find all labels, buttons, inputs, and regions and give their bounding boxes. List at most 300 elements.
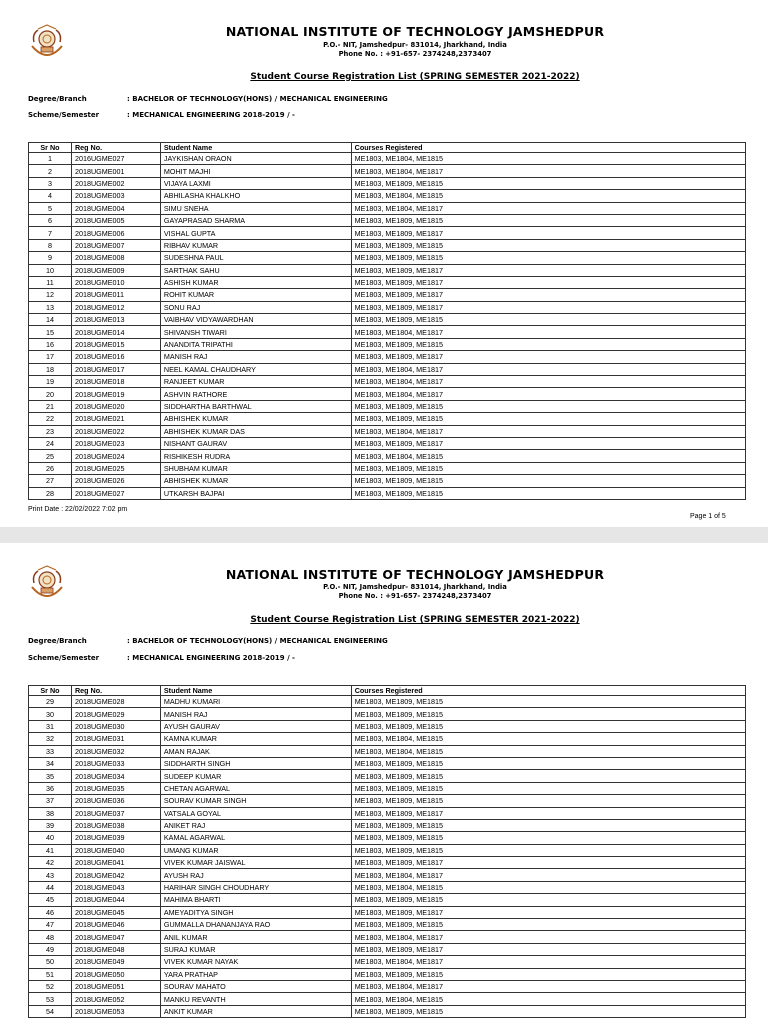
courses-cell: ME1803, ME1809, ME1817 — [351, 906, 745, 918]
courses-cell: ME1803, ME1809, ME1815 — [351, 338, 745, 350]
courses-cell: ME1803, ME1804, ME1815 — [351, 190, 745, 202]
courses-cell: ME1803, ME1809, ME1817 — [351, 351, 745, 363]
table-row — [29, 844, 746, 856]
student-name-cell: ASHISH KUMAR — [160, 276, 351, 288]
student-name-cell: SIDDHARTH SINGH — [160, 757, 351, 769]
document-page-2 — [0, 543, 768, 1024]
sr-no-cell: 12 — [29, 289, 72, 301]
sr-no-cell: 19 — [29, 376, 72, 388]
table-header-row — [29, 143, 746, 153]
student-name-cell: ABHISHEK KUMAR DAS — [160, 425, 351, 437]
reg-no-cell: 2018UGME042 — [71, 869, 160, 881]
reg-no-cell: 2018UGME032 — [71, 745, 160, 757]
reg-no-cell: 2018UGME044 — [71, 894, 160, 906]
student-name-cell: AMEYADITYA SINGH — [160, 906, 351, 918]
student-name-cell: AMAN RAJAK — [160, 745, 351, 757]
degree-value: : BACHELOR OF TECHNOLOGY(HONS) / MECHANICAL ENGINEERING — [127, 95, 388, 103]
courses-cell: ME1803, ME1809, ME1815 — [351, 832, 745, 844]
sr-no-cell: 22 — [29, 413, 72, 425]
column-header-student-name: Student Name — [160, 143, 351, 153]
institute-address: P.O.- NIT, Jamshedpur- 831014, Jharkhand, India — [323, 583, 507, 591]
courses-cell: ME1803, ME1809, ME1815 — [351, 894, 745, 906]
column-header-student-name: Student Name — [160, 686, 351, 696]
table-row — [29, 931, 746, 943]
institute-phone: Phone No. : +91-657- 2374248,2373407 — [338, 592, 492, 600]
student-name-cell: SUDEEP KUMAR — [160, 770, 351, 782]
sr-no-cell: 32 — [29, 733, 72, 745]
student-name-cell: MOHIT MAJHI — [160, 165, 351, 177]
sr-no-cell: 3 — [29, 177, 72, 189]
table-row — [29, 980, 746, 992]
table-row — [29, 956, 746, 968]
scheme-value: : MECHANICAL ENGINEERING 2018-2019 / - — [127, 654, 295, 662]
student-name-cell: RISHIKESH RUDRA — [160, 450, 351, 462]
reg-no-cell: 2018UGME017 — [71, 363, 160, 375]
reg-no-cell: 2018UGME006 — [71, 227, 160, 239]
degree-value: : BACHELOR OF TECHNOLOGY(HONS) / MECHANICAL ENGINEERING — [127, 637, 388, 645]
sr-no-cell: 44 — [29, 881, 72, 893]
table-row — [29, 943, 746, 955]
sr-no-cell: 17 — [29, 351, 72, 363]
courses-cell: ME1803, ME1809, ME1815 — [351, 919, 745, 931]
student-name-cell: MAHIMA BHARTI — [160, 894, 351, 906]
student-name-cell: HARIHAR SINGH CHOUDHARY — [160, 881, 351, 893]
student-name-cell: RANJEET KUMAR — [160, 376, 351, 388]
sr-no-cell: 10 — [29, 264, 72, 276]
reg-no-cell: 2018UGME004 — [71, 202, 160, 214]
sr-no-cell: 26 — [29, 462, 72, 474]
student-name-cell: SONU RAJ — [160, 301, 351, 313]
sr-no-cell: 7 — [29, 227, 72, 239]
table-row — [29, 202, 746, 214]
courses-cell: ME1803, ME1809, ME1815 — [351, 177, 745, 189]
student-name-cell: ANKIT KUMAR — [160, 1005, 351, 1017]
sr-no-cell: 46 — [29, 906, 72, 918]
sr-no-cell: 35 — [29, 770, 72, 782]
page-number: Page 1 of 5 — [690, 513, 726, 520]
nit-logo-icon — [28, 24, 66, 60]
sr-no-cell: 38 — [29, 807, 72, 819]
table-row — [29, 425, 746, 437]
student-name-cell: KAMAL AGARWAL — [160, 832, 351, 844]
sr-no-cell: 23 — [29, 425, 72, 437]
sr-no-cell: 40 — [29, 832, 72, 844]
degree-label: Degree/Branch — [28, 637, 87, 645]
student-name-cell: VIVEK KUMAR JAISWAL — [160, 857, 351, 869]
student-name-cell: UTKARSH BAJPAI — [160, 487, 351, 499]
student-name-cell: ABHILASHA KHALKHO — [160, 190, 351, 202]
sr-no-cell: 36 — [29, 782, 72, 794]
table-row — [29, 462, 746, 474]
student-name-cell: SIMU SNEHA — [160, 202, 351, 214]
courses-cell: ME1803, ME1809, ME1817 — [351, 301, 745, 313]
reg-no-cell: 2018UGME052 — [71, 993, 160, 1005]
student-name-cell: MANKU REVANTH — [160, 993, 351, 1005]
sr-no-cell: 39 — [29, 819, 72, 831]
table-row — [29, 757, 746, 769]
courses-cell: ME1803, ME1809, ME1815 — [351, 782, 745, 794]
sr-no-cell: 24 — [29, 437, 72, 449]
student-name-cell: ABHISHEK KUMAR — [160, 413, 351, 425]
table-row — [29, 214, 746, 226]
reg-no-cell: 2018UGME025 — [71, 462, 160, 474]
courses-cell: ME1803, ME1809, ME1815 — [351, 795, 745, 807]
courses-cell: ME1803, ME1809, ME1815 — [351, 239, 745, 251]
column-header-reg-no: Reg No. — [71, 686, 160, 696]
courses-cell: ME1803, ME1804, ME1815 — [351, 881, 745, 893]
courses-cell: ME1803, ME1804, ME1817 — [351, 425, 745, 437]
table-row — [29, 165, 746, 177]
student-name-cell: ROHIT KUMAR — [160, 289, 351, 301]
sr-no-cell: 15 — [29, 326, 72, 338]
table-row — [29, 177, 746, 189]
table-row — [29, 869, 746, 881]
reg-no-cell: 2018UGME047 — [71, 931, 160, 943]
reg-no-cell: 2018UGME001 — [71, 165, 160, 177]
student-name-cell: SHIVANSH TIWARI — [160, 326, 351, 338]
document-title: Student Course Registration List (SPRING SEMESTER 2021-2022) — [250, 72, 580, 82]
student-name-cell: MANISH RAJ — [160, 351, 351, 363]
courses-cell: ME1803, ME1809, ME1815 — [351, 696, 745, 708]
student-name-cell: GAYAPRASAD SHARMA — [160, 214, 351, 226]
table-row — [29, 745, 746, 757]
courses-cell: ME1803, ME1809, ME1815 — [351, 314, 745, 326]
reg-no-cell: 2018UGME039 — [71, 832, 160, 844]
table-row — [29, 968, 746, 980]
courses-cell: ME1803, ME1804, ME1815 — [351, 745, 745, 757]
institute-address: P.O.- NIT, Jamshedpur- 831014, Jharkhand, India — [323, 41, 507, 49]
reg-no-cell: 2018UGME050 — [71, 968, 160, 980]
table-row — [29, 239, 746, 251]
student-name-cell: GUMMALLA DHANANJAYA RAO — [160, 919, 351, 931]
table-row — [29, 153, 746, 165]
student-name-cell: VIVEK KUMAR NAYAK — [160, 956, 351, 968]
table-row — [29, 289, 746, 301]
reg-no-cell: 2018UGME035 — [71, 782, 160, 794]
sr-no-cell: 33 — [29, 745, 72, 757]
sr-no-cell: 14 — [29, 314, 72, 326]
courses-cell: ME1803, ME1804, ME1817 — [351, 376, 745, 388]
reg-no-cell: 2016UGME027 — [71, 153, 160, 165]
reg-no-cell: 2018UGME010 — [71, 276, 160, 288]
reg-no-cell: 2018UGME018 — [71, 376, 160, 388]
table-row — [29, 720, 746, 732]
column-header-courses: Courses Registered — [351, 143, 745, 153]
sr-no-cell: 2 — [29, 165, 72, 177]
reg-no-cell: 2018UGME053 — [71, 1005, 160, 1017]
student-name-cell: ANANDITA TRIPATHI — [160, 338, 351, 350]
student-name-cell: SOURAV MAHATO — [160, 980, 351, 992]
table-row — [29, 894, 746, 906]
sr-no-cell: 45 — [29, 894, 72, 906]
sr-no-cell: 27 — [29, 475, 72, 487]
reg-no-cell: 2018UGME030 — [71, 720, 160, 732]
table-row — [29, 782, 746, 794]
courses-cell: ME1803, ME1804, ME1817 — [351, 956, 745, 968]
table-row — [29, 413, 746, 425]
table-row — [29, 338, 746, 350]
courses-cell: ME1803, ME1809, ME1815 — [351, 1005, 745, 1017]
reg-no-cell: 2018UGME008 — [71, 252, 160, 264]
table-row — [29, 487, 746, 499]
sr-no-cell: 53 — [29, 993, 72, 1005]
reg-no-cell: 2018UGME033 — [71, 757, 160, 769]
reg-no-cell: 2018UGME038 — [71, 819, 160, 831]
sr-no-cell: 20 — [29, 388, 72, 400]
table-row — [29, 708, 746, 720]
reg-no-cell: 2018UGME027 — [71, 487, 160, 499]
reg-no-cell: 2018UGME009 — [71, 264, 160, 276]
courses-cell: ME1803, ME1804, ME1817 — [351, 326, 745, 338]
student-name-cell: SOURAV KUMAR SINGH — [160, 795, 351, 807]
reg-no-cell: 2018UGME046 — [71, 919, 160, 931]
courses-cell: ME1803, ME1809, ME1815 — [351, 475, 745, 487]
column-header-sr-no: Sr No — [29, 143, 72, 153]
institute-name: NATIONAL INSTITUTE OF TECHNOLOGY JAMSHEDPUR — [225, 24, 605, 39]
courses-cell: ME1803, ME1809, ME1815 — [351, 214, 745, 226]
scheme-value: : MECHANICAL ENGINEERING 2018-2019 / - — [127, 111, 295, 119]
document-title: Student Course Registration List (SPRING SEMESTER 2021-2022) — [250, 615, 580, 625]
courses-cell: ME1803, ME1804, ME1817 — [351, 165, 745, 177]
table-row — [29, 388, 746, 400]
student-name-cell: RIBHAV KUMAR — [160, 239, 351, 251]
table-row — [29, 770, 746, 782]
table-row — [29, 190, 746, 202]
student-name-cell: NEEL KAMAL CHAUDHARY — [160, 363, 351, 375]
sr-no-cell: 51 — [29, 968, 72, 980]
courses-cell: ME1803, ME1804, ME1815 — [351, 450, 745, 462]
table-row — [29, 351, 746, 363]
sr-no-cell: 29 — [29, 696, 72, 708]
print-date: Print Date : 22/02/2022 7:02 pm — [28, 506, 128, 513]
sr-no-cell: 9 — [29, 252, 72, 264]
sr-no-cell: 30 — [29, 708, 72, 720]
sr-no-cell: 48 — [29, 931, 72, 943]
sr-no-cell: 16 — [29, 338, 72, 350]
student-name-cell: NISHANT GAURAV — [160, 437, 351, 449]
student-name-cell: VISHAL GUPTA — [160, 227, 351, 239]
courses-cell: ME1803, ME1804, ME1815 — [351, 733, 745, 745]
table-row — [29, 1005, 746, 1017]
scheme-label: Scheme/Semester — [28, 111, 100, 119]
student-name-cell: ABHISHEK KUMAR — [160, 475, 351, 487]
courses-cell: ME1803, ME1809, ME1815 — [351, 413, 745, 425]
reg-no-cell: 2018UGME021 — [71, 413, 160, 425]
student-name-cell: ANIL KUMAR — [160, 931, 351, 943]
reg-no-cell: 2018UGME040 — [71, 844, 160, 856]
sr-no-cell: 49 — [29, 943, 72, 955]
sr-no-cell: 13 — [29, 301, 72, 313]
student-name-cell: JAYKISHAN ORAON — [160, 153, 351, 165]
sr-no-cell: 41 — [29, 844, 72, 856]
reg-no-cell: 2018UGME024 — [71, 450, 160, 462]
sr-no-cell: 31 — [29, 720, 72, 732]
table-row — [29, 301, 746, 313]
reg-no-cell: 2018UGME015 — [71, 338, 160, 350]
registration-table — [28, 685, 746, 1018]
reg-no-cell: 2018UGME020 — [71, 400, 160, 412]
student-name-cell: SUDESHNA PAUL — [160, 252, 351, 264]
table-row — [29, 819, 746, 831]
courses-cell: ME1803, ME1809, ME1815 — [351, 770, 745, 782]
reg-no-cell: 2018UGME049 — [71, 956, 160, 968]
student-name-cell: KAMNA KUMAR — [160, 733, 351, 745]
table-row — [29, 475, 746, 487]
sr-no-cell: 4 — [29, 190, 72, 202]
courses-cell: ME1803, ME1809, ME1817 — [351, 807, 745, 819]
table-row — [29, 252, 746, 264]
courses-cell: ME1803, ME1809, ME1815 — [351, 819, 745, 831]
sr-no-cell: 43 — [29, 869, 72, 881]
page-separator — [0, 527, 768, 543]
courses-cell: ME1803, ME1804, ME1817 — [351, 363, 745, 375]
sr-no-cell: 1 — [29, 153, 72, 165]
table-row — [29, 993, 746, 1005]
table-row — [29, 807, 746, 819]
reg-no-cell: 2018UGME036 — [71, 795, 160, 807]
degree-label: Degree/Branch — [28, 95, 87, 103]
sr-no-cell: 54 — [29, 1005, 72, 1017]
nit-logo-icon — [28, 565, 66, 601]
courses-cell: ME1803, ME1804, ME1815 — [351, 993, 745, 1005]
courses-cell: ME1803, ME1809, ME1817 — [351, 227, 745, 239]
sr-no-cell: 5 — [29, 202, 72, 214]
reg-no-cell: 2018UGME034 — [71, 770, 160, 782]
courses-cell: ME1803, ME1809, ME1815 — [351, 462, 745, 474]
scheme-label: Scheme/Semester — [28, 654, 100, 662]
courses-cell: ME1803, ME1809, ME1817 — [351, 437, 745, 449]
table-row — [29, 376, 746, 388]
student-name-cell: AYUSH GAURAV — [160, 720, 351, 732]
courses-cell: ME1803, ME1809, ME1815 — [351, 844, 745, 856]
institute-name: NATIONAL INSTITUTE OF TECHNOLOGY JAMSHEDPUR — [225, 567, 605, 582]
student-name-cell: VIJAYA LAXMI — [160, 177, 351, 189]
table-row — [29, 400, 746, 412]
courses-cell: ME1803, ME1804, ME1817 — [351, 931, 745, 943]
courses-cell: ME1803, ME1809, ME1815 — [351, 252, 745, 264]
reg-no-cell: 2018UGME029 — [71, 708, 160, 720]
student-name-cell: VATSALA GOYAL — [160, 807, 351, 819]
courses-cell: ME1803, ME1804, ME1815 — [351, 153, 745, 165]
courses-cell: ME1803, ME1809, ME1815 — [351, 757, 745, 769]
sr-no-cell: 42 — [29, 857, 72, 869]
reg-no-cell: 2018UGME019 — [71, 388, 160, 400]
student-name-cell: SARTHAK SAHU — [160, 264, 351, 276]
reg-no-cell: 2018UGME013 — [71, 314, 160, 326]
column-header-courses: Courses Registered — [351, 686, 745, 696]
student-name-cell: CHETAN AGARWAL — [160, 782, 351, 794]
institute-phone: Phone No. : +91-657- 2374248,2373407 — [338, 50, 492, 58]
table-row — [29, 450, 746, 462]
courses-cell: ME1803, ME1809, ME1817 — [351, 289, 745, 301]
table-body-page-2 — [29, 696, 746, 1018]
reg-no-cell: 2018UGME023 — [71, 437, 160, 449]
reg-no-cell: 2018UGME007 — [71, 239, 160, 251]
reg-no-cell: 2018UGME048 — [71, 943, 160, 955]
table-row — [29, 264, 746, 276]
student-name-cell: SHUBHAM KUMAR — [160, 462, 351, 474]
table-row — [29, 437, 746, 449]
reg-no-cell: 2018UGME016 — [71, 351, 160, 363]
sr-no-cell: 34 — [29, 757, 72, 769]
sr-no-cell: 6 — [29, 214, 72, 226]
courses-cell: ME1803, ME1809, ME1817 — [351, 943, 745, 955]
courses-cell: ME1803, ME1809, ME1817 — [351, 264, 745, 276]
column-header-reg-no: Reg No. — [71, 143, 160, 153]
student-name-cell: ANIKET RAJ — [160, 819, 351, 831]
courses-cell: ME1803, ME1809, ME1815 — [351, 708, 745, 720]
table-row — [29, 276, 746, 288]
table-row — [29, 857, 746, 869]
reg-no-cell: 2018UGME028 — [71, 696, 160, 708]
sr-no-cell: 28 — [29, 487, 72, 499]
courses-cell: ME1803, ME1804, ME1817 — [351, 980, 745, 992]
reg-no-cell: 2018UGME043 — [71, 881, 160, 893]
table-row — [29, 326, 746, 338]
table-row — [29, 733, 746, 745]
reg-no-cell: 2018UGME002 — [71, 177, 160, 189]
table-row — [29, 795, 746, 807]
sr-no-cell: 47 — [29, 919, 72, 931]
student-name-cell: AYUSH RAJ — [160, 869, 351, 881]
reg-no-cell: 2018UGME041 — [71, 857, 160, 869]
table-header-row — [29, 686, 746, 696]
student-name-cell: SIDDHARTHA BARTHWAL — [160, 400, 351, 412]
courses-cell: ME1803, ME1804, ME1817 — [351, 388, 745, 400]
reg-no-cell: 2018UGME031 — [71, 733, 160, 745]
student-name-cell: YARA PRATHAP — [160, 968, 351, 980]
courses-cell: ME1803, ME1809, ME1815 — [351, 720, 745, 732]
courses-cell: ME1803, ME1804, ME1817 — [351, 202, 745, 214]
table-row — [29, 832, 746, 844]
table-row — [29, 363, 746, 375]
reg-no-cell: 2018UGME011 — [71, 289, 160, 301]
student-name-cell: VAIBHAV VIDYAWARDHAN — [160, 314, 351, 326]
sr-no-cell: 50 — [29, 956, 72, 968]
courses-cell: ME1803, ME1809, ME1815 — [351, 968, 745, 980]
reg-no-cell: 2018UGME005 — [71, 214, 160, 226]
table-row — [29, 696, 746, 708]
table-row — [29, 881, 746, 893]
reg-no-cell: 2018UGME045 — [71, 906, 160, 918]
student-name-cell: UMANG KUMAR — [160, 844, 351, 856]
sr-no-cell: 25 — [29, 450, 72, 462]
courses-cell: ME1803, ME1809, ME1817 — [351, 276, 745, 288]
courses-cell: ME1803, ME1804, ME1817 — [351, 869, 745, 881]
reg-no-cell: 2018UGME003 — [71, 190, 160, 202]
reg-no-cell: 2018UGME026 — [71, 475, 160, 487]
courses-cell: ME1803, ME1809, ME1815 — [351, 400, 745, 412]
student-name-cell: MADHU KUMARI — [160, 696, 351, 708]
courses-cell: ME1803, ME1809, ME1815 — [351, 487, 745, 499]
student-name-cell: ASHVIN RATHORE — [160, 388, 351, 400]
table-row — [29, 314, 746, 326]
student-name-cell: SURAJ KUMAR — [160, 943, 351, 955]
table-row — [29, 919, 746, 931]
sr-no-cell: 18 — [29, 363, 72, 375]
reg-no-cell: 2018UGME037 — [71, 807, 160, 819]
reg-no-cell: 2018UGME051 — [71, 980, 160, 992]
table-row — [29, 906, 746, 918]
reg-no-cell: 2018UGME012 — [71, 301, 160, 313]
table-body-page-1 — [29, 153, 746, 500]
sr-no-cell: 37 — [29, 795, 72, 807]
reg-no-cell: 2018UGME022 — [71, 425, 160, 437]
sr-no-cell: 11 — [29, 276, 72, 288]
sr-no-cell: 21 — [29, 400, 72, 412]
table-row — [29, 227, 746, 239]
sr-no-cell: 8 — [29, 239, 72, 251]
